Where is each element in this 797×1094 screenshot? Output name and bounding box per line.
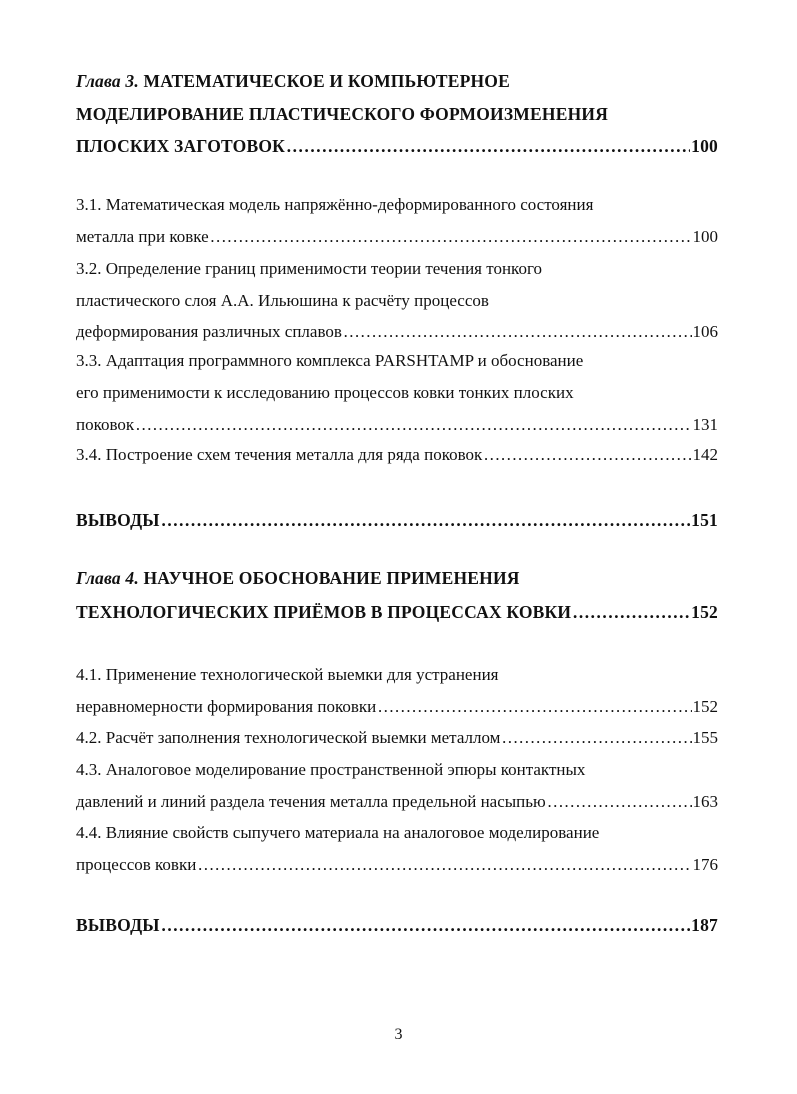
toc-entry-4-4[interactable]: [76, 854, 718, 876]
toc-3-2-line2: пластического слоя А.А. Ильюшина к расчёту процессов: [76, 291, 489, 310]
leader-dots: [161, 509, 690, 531]
chapter4-title-tail: ТЕХНОЛОГИЧЕСКИХ ПРИЁМОВ В ПРОЦЕССАХ КОВКИ: [76, 602, 572, 622]
toc-entry-3-4[interactable]: [76, 444, 718, 466]
toc-4-4-page: 176: [692, 855, 718, 874]
chapter4-label: Глава 4.: [76, 568, 139, 588]
toc-3-2-text: деформирования различных сплавов: [76, 322, 342, 341]
conclusions-ch3-page: 151: [691, 510, 718, 530]
toc-3-3-page: 131: [692, 415, 718, 434]
toc-3-2-page: 106: [692, 322, 718, 341]
toc-3-3-text: поковок: [76, 415, 135, 434]
leader-dots: [210, 226, 692, 248]
chapter4-title-line2[interactable]: [76, 601, 718, 623]
toc-3-1-text: металла при ковке: [76, 227, 209, 246]
leader-dots: [483, 444, 691, 466]
leader-dots: [377, 696, 691, 718]
toc-entry-3-1[interactable]: [76, 226, 718, 248]
chapter4-page: 152: [691, 602, 718, 622]
leader-dots: [343, 321, 692, 343]
chapter3-label: Глава 3.: [76, 71, 139, 91]
conclusions-ch4-label: ВЫВОДЫ: [76, 915, 160, 935]
leader-dots: [572, 601, 690, 623]
toc-3-3-line1: 3.3. Адаптация программного комплекса PARSHTAMP и обоснование: [76, 351, 584, 370]
leader-dots: [135, 414, 691, 436]
toc-4-4-text: процессов ковки: [76, 855, 197, 874]
leader-dots: [197, 854, 691, 876]
leader-dots: [547, 791, 692, 813]
toc-3-4-page: 142: [692, 445, 718, 464]
toc-4-4-line1: 4.4. Влияние свойств сыпучего материала на аналоговое моделирование: [76, 823, 600, 842]
conclusions-ch4-page: 187: [691, 915, 718, 935]
leader-dots: [501, 727, 691, 749]
toc-4-3-text: давлений и линий раздела течения металла предельной насыпью: [76, 792, 546, 811]
toc-entry-4-3[interactable]: [76, 791, 718, 813]
toc-4-2-text: 4.2. Расчёт заполнения технологической выемки металлом: [76, 728, 501, 747]
chapter3-title-line2: МОДЕЛИРОВАНИЕ ПЛАСТИЧЕСКОГО ФОРМОИЗМЕНЕНИЯ: [76, 104, 609, 124]
toc-4-1-line1: 4.1. Применение технологической выемки для устранения: [76, 665, 499, 684]
chapter3-title-tail: ПЛОСКИХ ЗАГОТОВОК: [76, 136, 286, 156]
chapter4-title-text: НАУЧНОЕ ОБОСНОВАНИЕ ПРИМЕНЕНИЯ: [138, 568, 520, 588]
toc-entry-4-2[interactable]: [76, 727, 718, 749]
toc-3-3-line2: его применимости к исследованию процессов ковки тонких плоских: [76, 383, 574, 402]
toc-4-3-page: 163: [692, 792, 718, 811]
toc-3-1-line1: 3.1. Математическая модель напряжённо-деформированного состояния: [76, 195, 594, 214]
toc-3-4-text: 3.4. Построение схем течения металла для ряда поковок: [76, 445, 483, 464]
toc-conclusions-ch4[interactable]: [76, 914, 718, 936]
chapter3-page: 100: [691, 136, 718, 156]
chapter3-title-line1: [76, 70, 510, 92]
toc-4-3-line1: 4.3. Аналоговое моделирование пространственной эпюры контактных: [76, 760, 586, 779]
chapter4-title-line1: [76, 567, 520, 589]
conclusions-ch3-label: ВЫВОДЫ: [76, 510, 160, 530]
leader-dots: [161, 914, 690, 936]
toc-entry-3-3[interactable]: [76, 414, 718, 436]
toc-entry-3-2[interactable]: [76, 321, 718, 343]
toc-4-1-page: 152: [692, 697, 718, 716]
toc-entry-4-1[interactable]: [76, 696, 718, 718]
toc-3-1-page: 100: [692, 227, 718, 246]
chapter3-title-line3[interactable]: [76, 135, 718, 157]
chapter3-title-text: МАТЕМАТИЧЕСКОЕ И КОМПЬЮТЕРНОЕ: [138, 71, 510, 91]
toc-4-1-text: неравномерности формирования поковки: [76, 697, 377, 716]
page-number: 3: [394, 1026, 403, 1043]
leader-dots: [286, 135, 690, 157]
toc-4-2-page: 155: [692, 728, 718, 747]
toc-conclusions-ch3[interactable]: [76, 509, 718, 531]
toc-3-2-line1: 3.2. Определение границ применимости теории течения тонкого: [76, 259, 542, 278]
